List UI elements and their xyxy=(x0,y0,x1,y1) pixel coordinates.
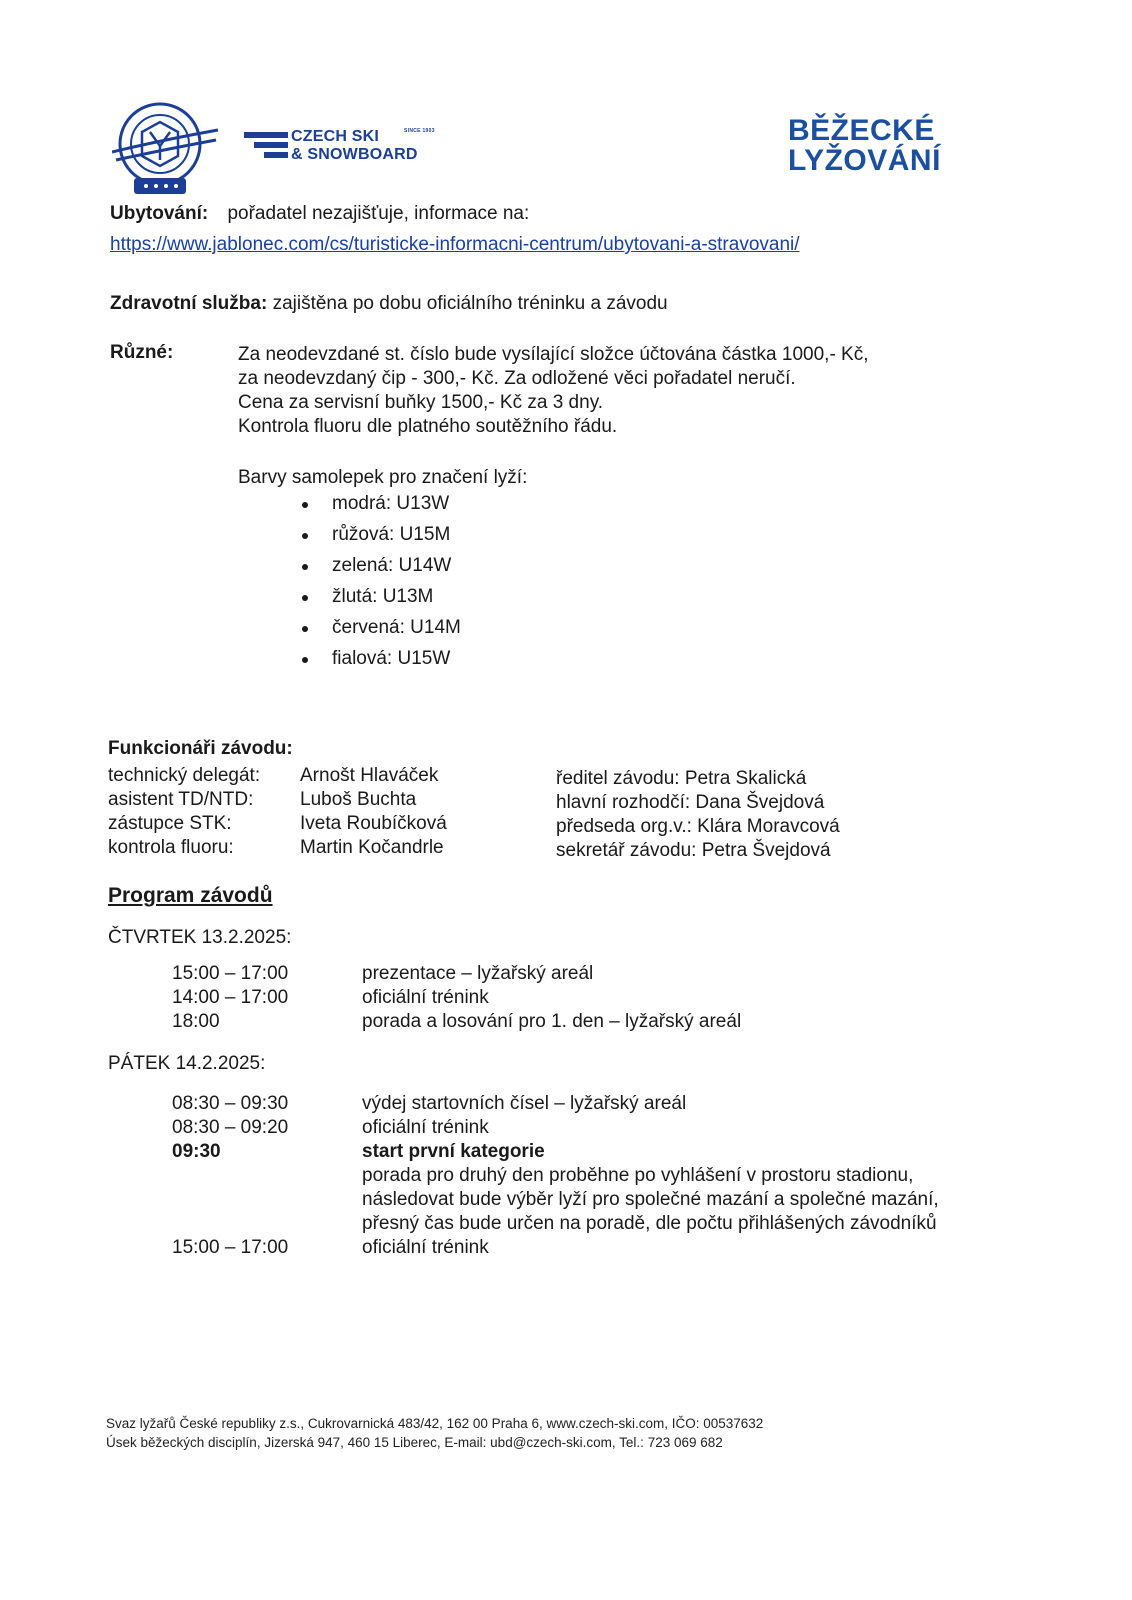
sticker-item: růžová: U15M xyxy=(302,523,461,554)
accommodation-label: Ubytování: xyxy=(110,203,209,224)
schedule-time: 08:30 – 09:20 xyxy=(172,1117,289,1138)
schedule-time: 15:00 – 17:00 xyxy=(172,1237,289,1258)
day-date: PÁTEK 14.2.2025: xyxy=(108,1053,266,1074)
schedule-time: 09:30 xyxy=(172,1141,221,1162)
health-row xyxy=(110,292,668,316)
schedule-text: výdej startovních čísel – lyžařský areál xyxy=(362,1093,687,1114)
schedule-time xyxy=(172,1164,362,1188)
footer-line: Úsek běžeckých disciplín, Jizerská 947, 460 15 Liberec, E-mail: ubd@czech-ski.com, Tel.: 723 069 682 xyxy=(106,1435,723,1450)
schedule-text: porada a losování pro 1. den – lyžařský areál xyxy=(362,1011,742,1032)
program-title: Program závodů xyxy=(108,884,273,907)
schedule-time xyxy=(172,1188,362,1212)
sticker-item: modrá: U13W xyxy=(302,492,461,523)
csk-since: SINCE 1903 xyxy=(404,128,435,134)
csk-line1: CZECH SKI xyxy=(291,128,380,145)
day-schedule xyxy=(172,1092,1022,1260)
official-right-line: předseda org.v.: Klára Moravcová xyxy=(556,816,840,837)
official-name: Luboš Buchta xyxy=(300,789,417,810)
title-line1: BĚŽECKÉ xyxy=(788,114,935,147)
schedule-text: následovat bude výběr lyží pro společné mazání a společné mazání, xyxy=(362,1189,939,1210)
schedule-time xyxy=(172,1212,362,1236)
stickers-list xyxy=(302,492,461,678)
schedule-text: oficiální trénink xyxy=(362,1237,489,1258)
accommodation-row xyxy=(110,202,529,226)
day-date: ČTVRTEK 13.2.2025: xyxy=(108,927,292,948)
officials-title: Funkcionáři závodu: xyxy=(108,738,293,759)
official-name: Martin Kočandrle xyxy=(300,837,444,858)
schedule-text: přesný čas bude určen na poradě, dle počtu přihlášených závodníků xyxy=(362,1213,937,1234)
official-name: Iveta Roubíčková xyxy=(300,813,447,834)
schedule-text: porada pro druhý den proběhne po vyhlášení v prostoru stadionu, xyxy=(362,1165,914,1186)
schedule-time: 14:00 – 17:00 xyxy=(172,987,289,1008)
schedule-time: 18:00 xyxy=(172,1011,220,1032)
officials-right xyxy=(556,767,840,863)
misc-line: Cena za servisní buňky 1500,- Kč za 3 dny. xyxy=(238,392,604,413)
schedule-time: 08:30 – 09:30 xyxy=(172,1093,289,1114)
official-role: zástupce STK: xyxy=(108,813,232,834)
schedule-text: oficiální trénink xyxy=(362,1117,489,1138)
sticker-item: zelená: U14W xyxy=(302,554,461,585)
schedule-text: oficiální trénink xyxy=(362,987,489,1008)
health-label: Zdravotní služba: xyxy=(110,293,268,314)
stickers-list-wrap xyxy=(302,492,461,678)
official-right-line: hlavní rozhodčí: Dana Švejdová xyxy=(556,792,825,813)
sticker-item: červená: U14M xyxy=(302,616,461,647)
official-role: kontrola fluoru: xyxy=(108,837,234,858)
schedule-text: prezentace – lyžařský areál xyxy=(362,963,594,984)
page-title xyxy=(788,116,941,176)
misc-line: Kontrola fluoru dle platného soutěžního řádu. xyxy=(238,416,618,437)
csk-line2: & SNOWBOARD xyxy=(291,146,418,163)
officials-left xyxy=(108,764,560,860)
official-name: Arnošt Hlaváček xyxy=(300,765,439,786)
schedule-text: start první kategorie xyxy=(362,1141,545,1162)
official-role: asistent TD/NTD: xyxy=(108,789,254,810)
day-schedule xyxy=(172,962,1022,1034)
official-right-line: ředitel závodu: Petra Skalická xyxy=(556,768,807,789)
csk-logo-text xyxy=(291,128,418,164)
health-text: zajištěna po dobu oficiálního tréninku a závodu xyxy=(272,293,668,314)
misc-line: Za neodevzdané st. číslo bude vysílající složce účtována částka 1000,- Kč, xyxy=(238,344,869,365)
misc-line: za neodevzdaný čip - 300,- Kč. Za odložené věci pořadatel neručí. xyxy=(238,368,796,389)
footer xyxy=(106,1414,763,1452)
svs-logo xyxy=(112,100,222,200)
official-right-line: sekretář závodu: Petra Švejdová xyxy=(556,840,831,861)
schedule-time: 15:00 – 17:00 xyxy=(172,963,289,984)
official-role: technický delegát: xyxy=(108,765,261,786)
footer-line: Svaz lyžařů České republiky z.s., Cukrovarnická 483/42, 162 00 Praha 6, www.czech-ski.com, IČO: 00537632 xyxy=(106,1416,764,1431)
title-line2: LYŽOVÁNÍ xyxy=(788,144,941,177)
sticker-item: žlutá: U13M xyxy=(302,585,461,616)
stickers-title: Barvy samolepek pro značení lyží: xyxy=(238,467,528,488)
sticker-item: fialová: U15W xyxy=(302,647,461,678)
misc-text xyxy=(238,343,869,439)
czech-ski-logo xyxy=(244,128,454,164)
accommodation-text: pořadatel nezajišťuje, informace na: xyxy=(227,203,530,224)
accommodation-link[interactable]: https://www.jablonec.com/cs/turisticke-informacni-centrum/ubytovani-a-stravovani/ xyxy=(110,234,800,255)
misc-label: Různé: xyxy=(110,342,174,363)
accommodation-link-row xyxy=(110,234,800,256)
